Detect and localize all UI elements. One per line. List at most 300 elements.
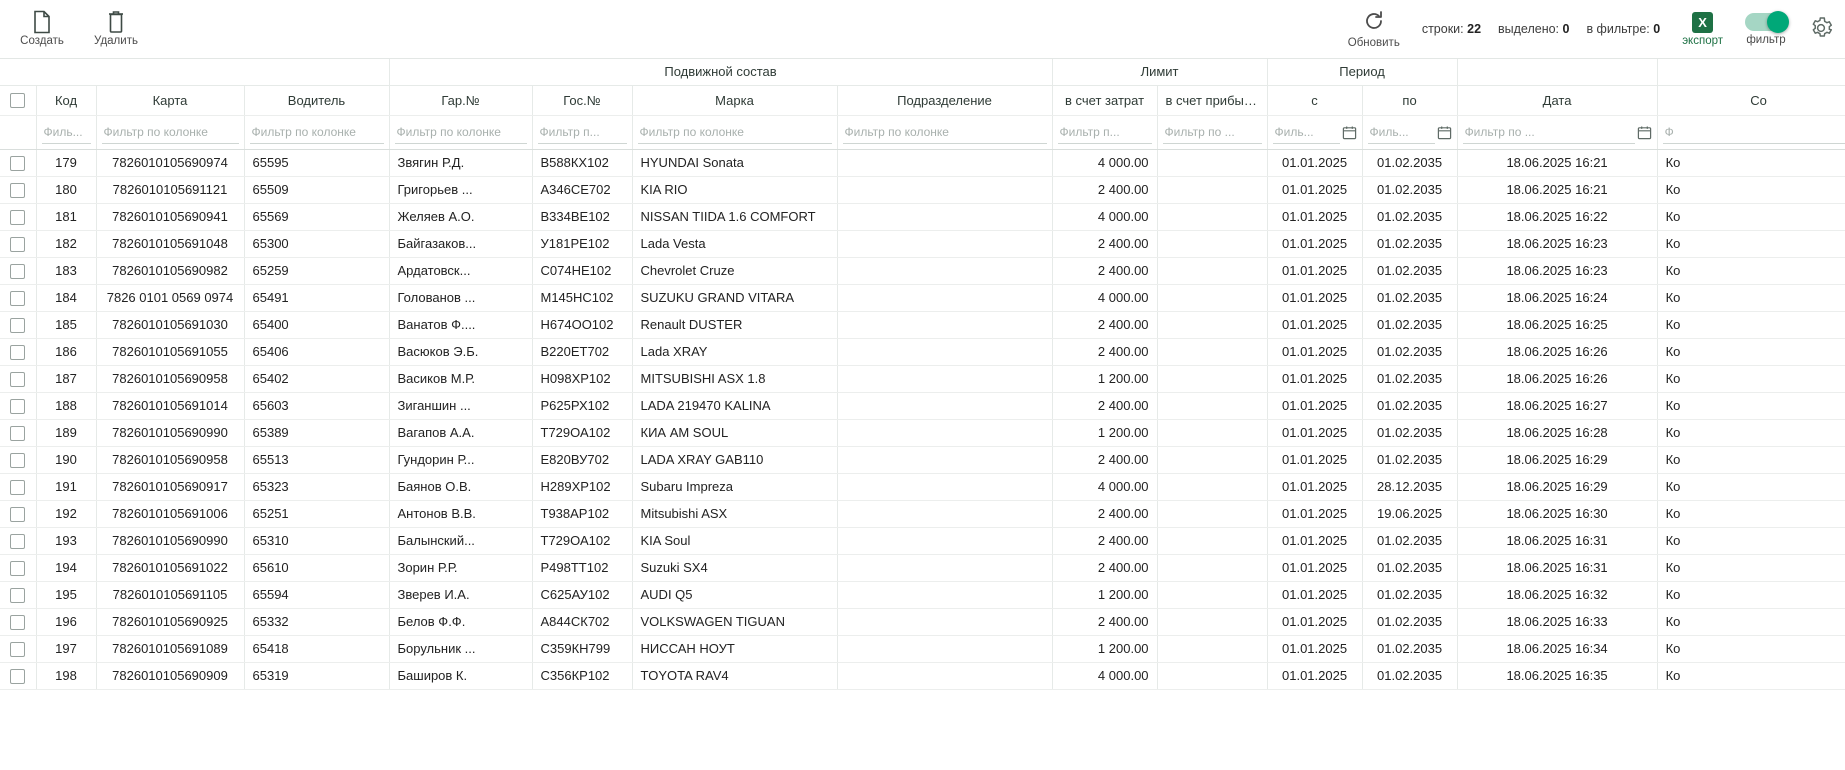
table-row[interactable]	[0, 149, 1845, 176]
cell-limit-zatrat: 2 400.00	[1052, 608, 1157, 635]
row-select-cell[interactable]	[0, 635, 36, 662]
column-header-gos[interactable]: Гос.№	[532, 85, 632, 115]
cell-gos-number: С625АУ102	[532, 581, 632, 608]
row-checkbox[interactable]	[10, 453, 25, 468]
cell-gar-number: 65569	[244, 203, 389, 230]
column-header-marka[interactable]: Марка	[632, 85, 837, 115]
cell-driver: Зорин Р.Р.	[389, 554, 532, 581]
refresh-button[interactable]	[1348, 9, 1400, 49]
group-rolling-stock: Подвижной состав	[389, 59, 1052, 85]
row-select-cell[interactable]	[0, 419, 36, 446]
cell-limit-zatrat: 4 000.00	[1052, 149, 1157, 176]
row-checkbox[interactable]	[10, 237, 25, 252]
filter-input-marka[interactable]	[638, 120, 832, 144]
cell-podrazdelenie	[837, 176, 1052, 203]
row-select-cell[interactable]	[0, 203, 36, 230]
cell-gar-number: 65332	[244, 608, 389, 635]
cell-limit-pribyli	[1157, 527, 1267, 554]
cell-karta: 7826010105690974	[96, 149, 244, 176]
record-counters	[1422, 22, 1660, 36]
cell-kod: 183	[36, 257, 96, 284]
header-group-row	[0, 59, 1845, 85]
cell-gos-number: Н098ХР102	[532, 365, 632, 392]
cell-period-s: 01.01.2025	[1267, 473, 1362, 500]
cell-driver: Васиков М.Р.	[389, 365, 532, 392]
row-checkbox[interactable]	[10, 615, 25, 630]
filter-cell-tail[interactable]	[1657, 115, 1845, 149]
gear-icon	[1809, 16, 1833, 43]
cell-limit-zatrat: 2 400.00	[1052, 230, 1157, 257]
cell-period-s: 01.01.2025	[1267, 230, 1362, 257]
cell-gos-number: А346СЕ702	[532, 176, 632, 203]
table-row[interactable]	[0, 446, 1845, 473]
cell-period-po: 01.02.2035	[1362, 608, 1457, 635]
cell-driver: Ванатов Ф....	[389, 311, 532, 338]
cell-driver: Борульник ...	[389, 635, 532, 662]
cell-driver: Григорьев ...	[389, 176, 532, 203]
cell-podrazdelenie	[837, 365, 1052, 392]
cell-period-po: 01.02.2035	[1362, 230, 1457, 257]
row-checkbox[interactable]	[10, 264, 25, 279]
cell-marka: LADA 219470 KALINA	[632, 392, 837, 419]
group-limit: Лимит	[1052, 59, 1267, 85]
cell-data: 18.06.2025 16:26	[1457, 365, 1657, 392]
cell-gos-number: У181РЕ102	[532, 230, 632, 257]
cell-karta: 7826010105690941	[96, 203, 244, 230]
cell-tail: Ко	[1657, 527, 1845, 554]
cell-data: 18.06.2025 16:29	[1457, 446, 1657, 473]
cell-gar-number: 65595	[244, 149, 389, 176]
cell-podrazdelenie	[837, 554, 1052, 581]
filter-input-pribyli[interactable]	[1163, 120, 1262, 144]
cell-kod: 179	[36, 149, 96, 176]
delete-button[interactable]	[92, 11, 140, 47]
cell-karta: 7826010105691048	[96, 230, 244, 257]
cell-limit-pribyli	[1157, 284, 1267, 311]
column-header-po[interactable]: по	[1362, 85, 1457, 115]
cell-data: 18.06.2025 16:21	[1457, 149, 1657, 176]
row-checkbox[interactable]	[10, 426, 25, 441]
cell-period-po: 01.02.2035	[1362, 311, 1457, 338]
cell-podrazdelenie	[837, 311, 1052, 338]
cell-limit-pribyli	[1157, 257, 1267, 284]
calendar-icon[interactable]	[1437, 125, 1452, 140]
cell-gos-number: В334ВЕ102	[532, 203, 632, 230]
row-checkbox[interactable]	[10, 534, 25, 549]
cell-period-po: 01.02.2035	[1362, 284, 1457, 311]
table-row[interactable]	[0, 608, 1845, 635]
row-select-cell[interactable]	[0, 338, 36, 365]
cell-limit-pribyli	[1157, 608, 1267, 635]
row-select-cell[interactable]	[0, 608, 36, 635]
cell-gar-number: 65323	[244, 473, 389, 500]
filter-cell-podrazdelenie[interactable]	[837, 115, 1052, 149]
filter-cell-kod[interactable]	[36, 115, 96, 149]
cell-period-s: 01.01.2025	[1267, 176, 1362, 203]
row-checkbox[interactable]	[10, 156, 25, 171]
row-select-cell[interactable]	[0, 230, 36, 257]
cell-tail: Ко	[1657, 311, 1845, 338]
cell-driver: Баширов К.	[389, 662, 532, 689]
filter-input-data[interactable]	[1463, 120, 1635, 144]
row-checkbox[interactable]	[10, 372, 25, 387]
cell-limit-zatrat: 2 400.00	[1052, 554, 1157, 581]
toolbar	[0, 0, 1845, 58]
column-header-gar[interactable]: Гар.№	[389, 85, 532, 115]
cell-gar-number: 65402	[244, 365, 389, 392]
column-header-podrazdelenie[interactable]: Подразделение	[837, 85, 1052, 115]
cell-tail: Ко	[1657, 446, 1845, 473]
cell-podrazdelenie	[837, 473, 1052, 500]
refresh-button-label: Обновить	[1347, 37, 1400, 49]
cell-driver: Балынский...	[389, 527, 532, 554]
cell-limit-pribyli	[1157, 203, 1267, 230]
table-row[interactable]	[0, 662, 1845, 689]
cell-limit-zatrat: 1 200.00	[1052, 365, 1157, 392]
row-select-cell[interactable]	[0, 392, 36, 419]
cell-podrazdelenie	[837, 149, 1052, 176]
cell-gar-number: 65513	[244, 446, 389, 473]
cell-kod: 181	[36, 203, 96, 230]
cell-limit-zatrat: 2 400.00	[1052, 446, 1157, 473]
cell-gar-number: 65509	[244, 176, 389, 203]
table-body	[0, 149, 1845, 689]
cell-data: 18.06.2025 16:35	[1457, 662, 1657, 689]
row-select-cell[interactable]	[0, 311, 36, 338]
document-plus-icon	[31, 11, 53, 33]
cell-period-s: 01.01.2025	[1267, 149, 1362, 176]
cell-driver: Звягин Р.Д.	[389, 149, 532, 176]
table-row[interactable]	[0, 284, 1845, 311]
cell-marka: MITSUBISHI ASX 1.8	[632, 365, 837, 392]
cell-gos-number: Т729ОА102	[532, 527, 632, 554]
cell-karta: 7826010105690925	[96, 608, 244, 635]
cell-gos-number: Т938АР102	[532, 500, 632, 527]
cell-tail: Ко	[1657, 365, 1845, 392]
filter-cell-gar[interactable]	[389, 115, 532, 149]
cell-karta: 7826010105690982	[96, 257, 244, 284]
cell-limit-pribyli	[1157, 230, 1267, 257]
row-select-cell[interactable]	[0, 149, 36, 176]
cell-driver: Байгазаков...	[389, 230, 532, 257]
row-select-cell[interactable]	[0, 473, 36, 500]
toolbar-right-actions	[1348, 9, 1833, 49]
cell-gar-number: 65491	[244, 284, 389, 311]
cell-podrazdelenie	[837, 257, 1052, 284]
row-checkbox[interactable]	[10, 345, 25, 360]
filter-switch[interactable]	[1745, 13, 1787, 31]
cell-kod: 197	[36, 635, 96, 662]
excel-icon: X	[1692, 12, 1713, 33]
filter-cell-data[interactable]	[1457, 115, 1657, 149]
cell-gos-number: Р498ТТ102	[532, 554, 632, 581]
cell-data: 18.06.2025 16:21	[1457, 176, 1657, 203]
column-header-v-schet-pribyli[interactable]: в счет прибыли	[1157, 85, 1267, 115]
table-row[interactable]	[0, 338, 1845, 365]
cell-period-s: 01.01.2025	[1267, 446, 1362, 473]
filter-input-zatrat[interactable]	[1058, 120, 1152, 144]
table-row[interactable]	[0, 554, 1845, 581]
cell-kod: 193	[36, 527, 96, 554]
cell-period-po: 01.02.2035	[1362, 338, 1457, 365]
cell-driver: Ардатовск...	[389, 257, 532, 284]
filter-cell-pribyli[interactable]	[1157, 115, 1267, 149]
table-row[interactable]	[0, 500, 1845, 527]
cell-limit-pribyli	[1157, 365, 1267, 392]
cell-gos-number: М145НС102	[532, 284, 632, 311]
filter-input-podrazdelenie[interactable]	[843, 120, 1047, 144]
cell-limit-zatrat: 2 400.00	[1052, 527, 1157, 554]
row-select-cell[interactable]	[0, 527, 36, 554]
cell-data: 18.06.2025 16:32	[1457, 581, 1657, 608]
cell-karta: 7826010105691022	[96, 554, 244, 581]
cell-gos-number: С356КР102	[532, 662, 632, 689]
cell-limit-pribyli	[1157, 581, 1267, 608]
cell-gos-number: Е820ВУ702	[532, 446, 632, 473]
cell-tail: Ко	[1657, 257, 1845, 284]
table-row[interactable]	[0, 365, 1845, 392]
cell-tail: Ко	[1657, 662, 1845, 689]
row-checkbox[interactable]	[10, 561, 25, 576]
cell-kod: 194	[36, 554, 96, 581]
cell-karta: 7826010105691105	[96, 581, 244, 608]
cell-marka: Lada XRAY	[632, 338, 837, 365]
table-row[interactable]	[0, 392, 1845, 419]
row-checkbox[interactable]	[10, 588, 25, 603]
cell-limit-zatrat: 4 000.00	[1052, 473, 1157, 500]
cell-period-po: 01.02.2035	[1362, 554, 1457, 581]
cell-period-po: 01.02.2035	[1362, 149, 1457, 176]
cell-period-po: 01.02.2035	[1362, 581, 1457, 608]
cell-kod: 196	[36, 608, 96, 635]
cell-limit-zatrat: 1 200.00	[1052, 581, 1157, 608]
filter-cell-zatrat[interactable]	[1052, 115, 1157, 149]
filter-cell-s[interactable]	[1267, 115, 1362, 149]
create-button[interactable]	[18, 11, 66, 47]
table-row[interactable]	[0, 311, 1845, 338]
row-checkbox[interactable]	[10, 318, 25, 333]
filter-input-kod[interactable]	[42, 120, 91, 144]
filter-cell-po[interactable]	[1362, 115, 1457, 149]
column-header-data[interactable]: Дата	[1457, 85, 1657, 115]
row-select-cell[interactable]	[0, 284, 36, 311]
cell-karta: 7826010105691030	[96, 311, 244, 338]
cell-period-po: 19.06.2025	[1362, 500, 1457, 527]
cell-tail: Ко	[1657, 284, 1845, 311]
cell-karta: 7826010105690958	[96, 365, 244, 392]
column-header-s[interactable]: с	[1267, 85, 1362, 115]
filter-input-driver[interactable]	[250, 120, 384, 144]
cell-marka: LADA XRAY GAB110	[632, 446, 837, 473]
row-select-cell[interactable]	[0, 662, 36, 689]
cell-gos-number: Т729ОА102	[532, 419, 632, 446]
row-select-cell[interactable]	[0, 365, 36, 392]
selected-value: 0	[1562, 22, 1570, 36]
cell-limit-pribyli	[1157, 149, 1267, 176]
row-checkbox[interactable]	[10, 642, 25, 657]
cell-kod: 191	[36, 473, 96, 500]
cell-limit-pribyli	[1157, 500, 1267, 527]
cell-limit-pribyli	[1157, 311, 1267, 338]
cell-kod: 195	[36, 581, 96, 608]
cell-marka: SUZUKU GRAND VITARA	[632, 284, 837, 311]
cell-data: 18.06.2025 16:23	[1457, 230, 1657, 257]
table-row[interactable]	[0, 203, 1845, 230]
cell-data: 18.06.2025 16:22	[1457, 203, 1657, 230]
cell-marka: NISSAN TIIDA 1.6 COMFORT	[632, 203, 837, 230]
cell-karta: 7826010105690909	[96, 662, 244, 689]
cell-podrazdelenie	[837, 419, 1052, 446]
table-row[interactable]	[0, 527, 1845, 554]
column-header-kod[interactable]: Код	[36, 85, 96, 115]
cell-kod: 184	[36, 284, 96, 311]
column-header-tail[interactable]: Со	[1657, 85, 1845, 115]
table-row[interactable]	[0, 176, 1845, 203]
row-select-cell[interactable]	[0, 581, 36, 608]
cell-period-po: 01.02.2035	[1362, 446, 1457, 473]
column-header-driver[interactable]: Водитель	[244, 85, 389, 115]
cell-kod: 186	[36, 338, 96, 365]
cell-data: 18.06.2025 16:30	[1457, 500, 1657, 527]
cell-period-po: 28.12.2035	[1362, 473, 1457, 500]
cell-limit-pribyli	[1157, 392, 1267, 419]
cell-period-po: 01.02.2035	[1362, 662, 1457, 689]
filter-input-tail[interactable]	[1663, 120, 1845, 144]
cell-driver: Васюков Э.Б.	[389, 338, 532, 365]
cell-limit-pribyli	[1157, 473, 1267, 500]
row-checkbox[interactable]	[10, 399, 25, 414]
cell-data: 18.06.2025 16:29	[1457, 473, 1657, 500]
toolbar-left-actions	[18, 11, 140, 47]
select-all-cell[interactable]	[0, 85, 36, 115]
records-table	[0, 59, 1845, 690]
cell-gar-number: 65310	[244, 527, 389, 554]
cell-gar-number: 65594	[244, 581, 389, 608]
row-select-cell[interactable]	[0, 554, 36, 581]
cell-kod: 180	[36, 176, 96, 203]
settings-button[interactable]	[1809, 16, 1833, 43]
row-select-cell[interactable]	[0, 176, 36, 203]
cell-data: 18.06.2025 16:26	[1457, 338, 1657, 365]
table-row[interactable]	[0, 257, 1845, 284]
filter-input-po[interactable]	[1368, 120, 1435, 144]
filter-toggle[interactable]	[1745, 13, 1787, 46]
cell-marka: HYUNDAI Sonata	[632, 149, 837, 176]
row-checkbox[interactable]	[10, 210, 25, 225]
cell-tail: Ко	[1657, 500, 1845, 527]
row-select-cell[interactable]	[0, 446, 36, 473]
cell-period-s: 01.01.2025	[1267, 392, 1362, 419]
filter-cell-driver[interactable]	[244, 115, 389, 149]
cell-gar-number: 65610	[244, 554, 389, 581]
row-checkbox[interactable]	[10, 669, 25, 684]
filter-input-s[interactable]	[1273, 120, 1340, 144]
cell-period-po: 01.02.2035	[1362, 257, 1457, 284]
cell-period-s: 01.01.2025	[1267, 311, 1362, 338]
export-button[interactable]	[1682, 12, 1723, 47]
trash-icon	[106, 11, 126, 33]
table-row[interactable]	[0, 230, 1845, 257]
cell-gar-number: 65418	[244, 635, 389, 662]
filter-cell-gos[interactable]	[532, 115, 632, 149]
cell-tail: Ко	[1657, 635, 1845, 662]
calendar-icon[interactable]	[1637, 125, 1652, 140]
refresh-icon	[1362, 9, 1386, 36]
cell-podrazdelenie	[837, 230, 1052, 257]
filter-input-gar[interactable]	[395, 120, 527, 144]
cell-limit-pribyli	[1157, 176, 1267, 203]
select-all-checkbox[interactable]	[10, 93, 25, 108]
cell-driver: Зверев И.А.	[389, 581, 532, 608]
cell-marka: Subaru Impreza	[632, 473, 837, 500]
table-row[interactable]	[0, 473, 1845, 500]
filter-cell-karta[interactable]	[96, 115, 244, 149]
row-checkbox[interactable]	[10, 183, 25, 198]
cell-driver: Желяев А.О.	[389, 203, 532, 230]
column-header-karta[interactable]: Карта	[96, 85, 244, 115]
calendar-icon[interactable]	[1342, 125, 1357, 140]
row-checkbox[interactable]	[10, 507, 25, 522]
infilter-label: в фильтре:	[1586, 22, 1650, 36]
cell-tail: Ко	[1657, 338, 1845, 365]
cell-period-s: 01.01.2025	[1267, 257, 1362, 284]
cell-period-po: 01.02.2035	[1362, 203, 1457, 230]
cell-gos-number: В220ЕТ702	[532, 338, 632, 365]
cell-karta: 7826010105690990	[96, 527, 244, 554]
filter-input-karta[interactable]	[102, 120, 239, 144]
cell-karta: 7826 0101 0569 0974	[96, 284, 244, 311]
cell-marka: AUDI Q5	[632, 581, 837, 608]
cell-gos-number: С074НЕ102	[532, 257, 632, 284]
data-grid[interactable]	[0, 58, 1845, 770]
cell-period-s: 01.01.2025	[1267, 203, 1362, 230]
cell-driver: Баянов О.В.	[389, 473, 532, 500]
cell-period-s: 01.01.2025	[1267, 419, 1362, 446]
export-button-label: экспорт	[1682, 34, 1723, 47]
cell-period-s: 01.01.2025	[1267, 500, 1362, 527]
cell-podrazdelenie	[837, 338, 1052, 365]
cell-data: 18.06.2025 16:23	[1457, 257, 1657, 284]
table-row[interactable]	[0, 581, 1845, 608]
row-checkbox[interactable]	[10, 291, 25, 306]
cell-marka: Chevrolet Cruze	[632, 257, 837, 284]
table-row[interactable]	[0, 419, 1845, 446]
filter-cell-marka[interactable]	[632, 115, 837, 149]
cell-driver: Вагапов А.А.	[389, 419, 532, 446]
cell-marka: KIA RIO	[632, 176, 837, 203]
cell-gar-number: 65259	[244, 257, 389, 284]
row-select-cell[interactable]	[0, 500, 36, 527]
cell-marka: Lada Vesta	[632, 230, 837, 257]
cell-period-s: 01.01.2025	[1267, 662, 1362, 689]
cell-gar-number: 65319	[244, 662, 389, 689]
cell-kod: 182	[36, 230, 96, 257]
cell-podrazdelenie	[837, 392, 1052, 419]
cell-driver: Голованов ...	[389, 284, 532, 311]
group-empty-left	[0, 59, 389, 85]
cell-limit-pribyli	[1157, 635, 1267, 662]
filter-input-gos[interactable]	[538, 120, 627, 144]
table-row[interactable]	[0, 635, 1845, 662]
row-select-cell[interactable]	[0, 257, 36, 284]
cell-period-s: 01.01.2025	[1267, 338, 1362, 365]
column-header-v-schet-zatrat[interactable]: в счет затрат	[1052, 85, 1157, 115]
cell-tail: Ко	[1657, 581, 1845, 608]
cell-period-po: 01.02.2035	[1362, 176, 1457, 203]
cell-podrazdelenie	[837, 635, 1052, 662]
cell-karta: 7826010105691121	[96, 176, 244, 203]
row-checkbox[interactable]	[10, 480, 25, 495]
